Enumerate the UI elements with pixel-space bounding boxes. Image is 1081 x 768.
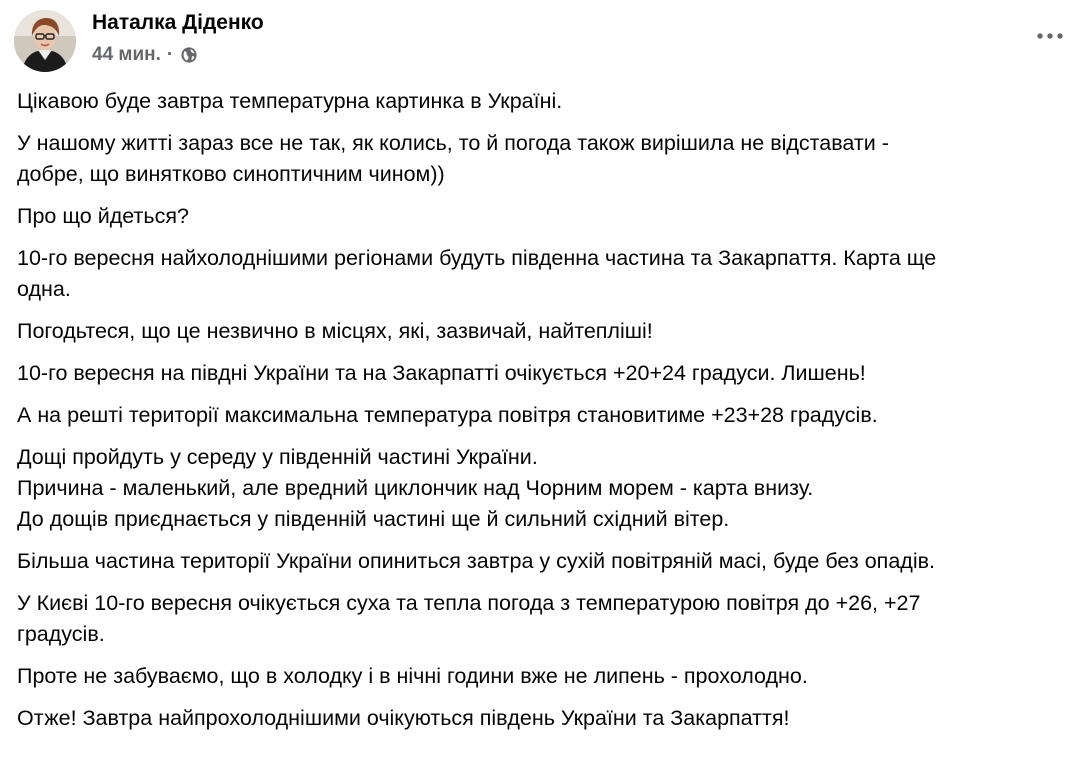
text-line: Цікавою буде завтра температурна картинка в Україні. (17, 89, 563, 113)
post-paragraph (17, 588, 1067, 650)
globe-icon[interactable] (180, 46, 198, 64)
text-line: градусів. (17, 622, 105, 646)
post-paragraph (17, 442, 1067, 535)
text-line: Погодьтеся, що це незвично в місцях, які, зазвичай, найтепліші! (17, 319, 653, 343)
post-paragraph (17, 86, 1067, 117)
text-line: Про що йдеться? (17, 204, 189, 228)
avatar[interactable] (14, 10, 76, 72)
text-line: У Києві 10-го вересня очікується суха та тепла погода з температурою повітря до +26, +27 (17, 591, 921, 615)
post-paragraph (17, 703, 1067, 734)
text-line: Отже! Завтра найпрохолоднішими очікуються південь України та Закарпаття! (17, 706, 790, 730)
post-paragraph (17, 316, 1067, 347)
text-line: Дощі пройдуть у середу у південній частині України. (17, 445, 538, 469)
meta-separator: · (166, 44, 174, 65)
text-line: 10-го вересня найхолоднішими регіонами будуть південна частина та Закарпаття. Карта ще (17, 246, 937, 270)
text-line: До дощів приєднається у південній частині ще й сильний східний вітер. (17, 507, 730, 531)
text-line: А на решті території максимальна температура повітря становитиме +23+28 градусів. (17, 403, 878, 427)
post-paragraph (17, 128, 1067, 190)
text-line: одна. (17, 277, 71, 301)
text-line: 10-го вересня на півдні України та на Закарпатті очікується +20+24 градуси. Лишень! (17, 361, 866, 385)
post-meta (92, 43, 198, 67)
post-header (0, 0, 1081, 80)
post-paragraph (17, 358, 1067, 389)
post-paragraph (17, 400, 1067, 431)
text-line: У нашому житті зараз все не так, як колись, то й погода також вирішила не відставати - (17, 131, 889, 155)
post-paragraph (17, 546, 1067, 577)
post-paragraph (17, 661, 1067, 692)
post-text (17, 86, 1067, 745)
author-name[interactable]: Наталка Діденко (92, 11, 264, 34)
post-time[interactable]: 44 мин. (92, 44, 161, 65)
text-line: Проте не забуваємо, що в холодку і в нічні години вже не липень - прохолодно. (17, 664, 808, 688)
post-paragraph (17, 243, 1067, 305)
avatar-photo (14, 10, 76, 72)
post-paragraph (17, 201, 1067, 232)
more-options-button[interactable] (1033, 24, 1067, 48)
text-line: Більша частина території України опиниться завтра у сухій повітряній масі, буде без опадів. (17, 549, 936, 573)
text-line: Причина - маленький, але вредний циклончик над Чорним морем - карта внизу. (17, 476, 814, 500)
more-horizontal-icon (1036, 32, 1064, 40)
text-line: добре, що винятково синоптичним чином)) (17, 162, 445, 186)
